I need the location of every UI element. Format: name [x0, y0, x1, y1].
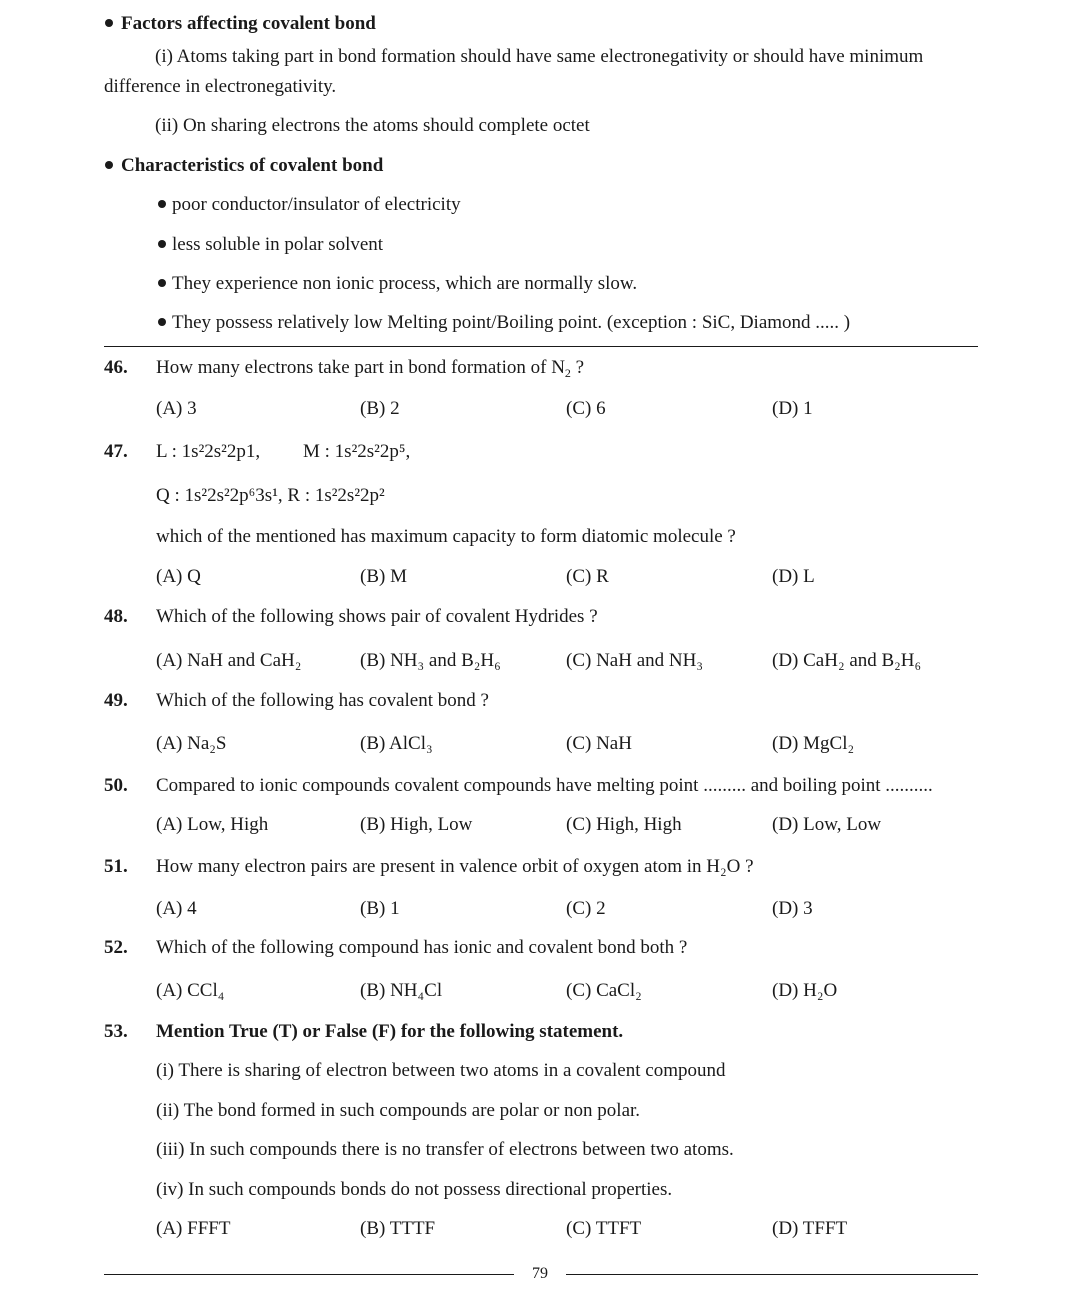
question-number: 53. [104, 1021, 128, 1042]
question-number: 49. [104, 690, 128, 711]
question-text: Mention True (T) or False (F) for the following statement. [156, 1021, 624, 1042]
option-b: (B) 1 [360, 898, 400, 919]
factors-point-1: (i) Atoms taking part in bond formation should have same electronegativity or should have minimum [155, 46, 924, 67]
option-a: (A) Q [156, 566, 201, 587]
option-b: (B) NH₄Cl [360, 980, 443, 1001]
statement: (ii) The bond formed in such compounds are polar or non polar. [156, 1100, 641, 1121]
page-number: 79 [532, 1265, 548, 1282]
question-number: 52. [104, 937, 128, 958]
option-b: (B) High, Low [360, 814, 473, 835]
option-a: (A) CCl₄ [156, 980, 225, 1001]
statement: (iii) In such compounds there is no transfer of electrons between two atoms. [156, 1139, 734, 1160]
option-d: (D) H₂O [772, 980, 838, 1001]
option-d: (D) 1 [772, 398, 813, 419]
bullet-icon [158, 240, 166, 248]
option-a: (A) Low, High [156, 814, 269, 835]
option-b: (B) M [360, 566, 407, 587]
bullet-icon [105, 19, 113, 27]
option-c: (C) 6 [566, 398, 606, 419]
question-text: Which of the following compound has ionic and covalent bond both ? [156, 937, 688, 958]
question-number: 51. [104, 856, 128, 877]
characteristic-item: They experience non ionic process, which are normally slow. [158, 274, 637, 293]
option-d: (D) TFFT [772, 1218, 848, 1239]
factors-point-2: (ii) On sharing electrons the atoms should complete octet [155, 115, 590, 136]
question-text: Compared to ionic compounds covalent compounds have melting point ......... and boiling point .......... [156, 775, 933, 796]
question-text: Which of the following has covalent bond ? [156, 690, 489, 711]
option-d: (D) L [772, 566, 815, 587]
characteristic-item: poor conductor/insulator of electricity [158, 195, 461, 214]
characteristic-item: less soluble in polar solvent [158, 235, 383, 254]
option-c: (C) High, High [566, 814, 682, 835]
factors-point-1-cont: difference in electronegativity. [104, 76, 337, 97]
option-a: (A) 4 [156, 898, 197, 919]
characteristics-heading: Characteristics of covalent bond [105, 156, 383, 175]
characteristic-item: They possess relatively low Melting point/Boiling point. (exception : SiC, Diamond ..... ) [158, 313, 850, 332]
statement: (iv) In such compounds bonds do not possess directional properties. [156, 1179, 673, 1200]
option-d: (D) 3 [772, 898, 813, 919]
bullet-icon [158, 200, 166, 208]
config-q-r: Q : 1s²2s²2p⁶3s¹, R : 1s²2s²2p² [156, 485, 385, 506]
option-c: (C) CaCl₂ [566, 980, 642, 1001]
footer-rule-right [566, 1274, 978, 1275]
question-text: Which of the following shows pair of covalent Hydrides ? [156, 606, 598, 627]
option-b: (B) TTTF [360, 1218, 436, 1239]
option-a: (A) 3 [156, 398, 197, 419]
bullet-icon [105, 161, 113, 169]
option-d: (D) Low, Low [772, 814, 882, 835]
option-b: (B) AlCl₃ [360, 733, 433, 754]
bullet-icon [158, 318, 166, 326]
question-number: 50. [104, 775, 128, 796]
option-d: (D) MgCl₂ [772, 733, 855, 754]
question-number: 48. [104, 606, 128, 627]
factors-heading: Factors affecting covalent bond [105, 14, 376, 33]
option-b: (B) NH₃ and B₂H₆ [360, 650, 501, 671]
footer-rule-left [104, 1274, 514, 1275]
option-c: (C) NaH and NH₃ [566, 650, 703, 671]
config-l: L : 1s²2s²2p1, [156, 441, 261, 462]
option-d: (D) CaH₂ and B₂H₆ [772, 650, 922, 671]
statement: (i) There is sharing of electron between two atoms in a covalent compound [156, 1060, 726, 1081]
option-a: (A) NaH and CaH₂ [156, 650, 302, 671]
bullet-icon [158, 279, 166, 287]
question-text: How many electrons take part in bond formation of $N_2$ ? [156, 357, 585, 380]
option-a: (A) Na₂S [156, 733, 227, 754]
config-m: M : 1s²2s²2p⁵, [303, 441, 411, 462]
option-a: (A) FFFT [156, 1218, 231, 1239]
option-c: (C) NaH [566, 733, 632, 754]
option-c: (C) 2 [566, 898, 606, 919]
option-c: (C) R [566, 566, 609, 587]
question-number: 46. [104, 357, 128, 378]
option-c: (C) TTFT [566, 1218, 642, 1239]
question-text: How many electron pairs are present in valence orbit of oxygen atom in H₂O ? [156, 856, 754, 877]
question-text: which of the mentioned has maximum capacity to form diatomic molecule ? [156, 526, 736, 547]
option-b: (B) 2 [360, 398, 400, 419]
question-number: 47. [104, 441, 128, 462]
section-divider [104, 346, 978, 347]
